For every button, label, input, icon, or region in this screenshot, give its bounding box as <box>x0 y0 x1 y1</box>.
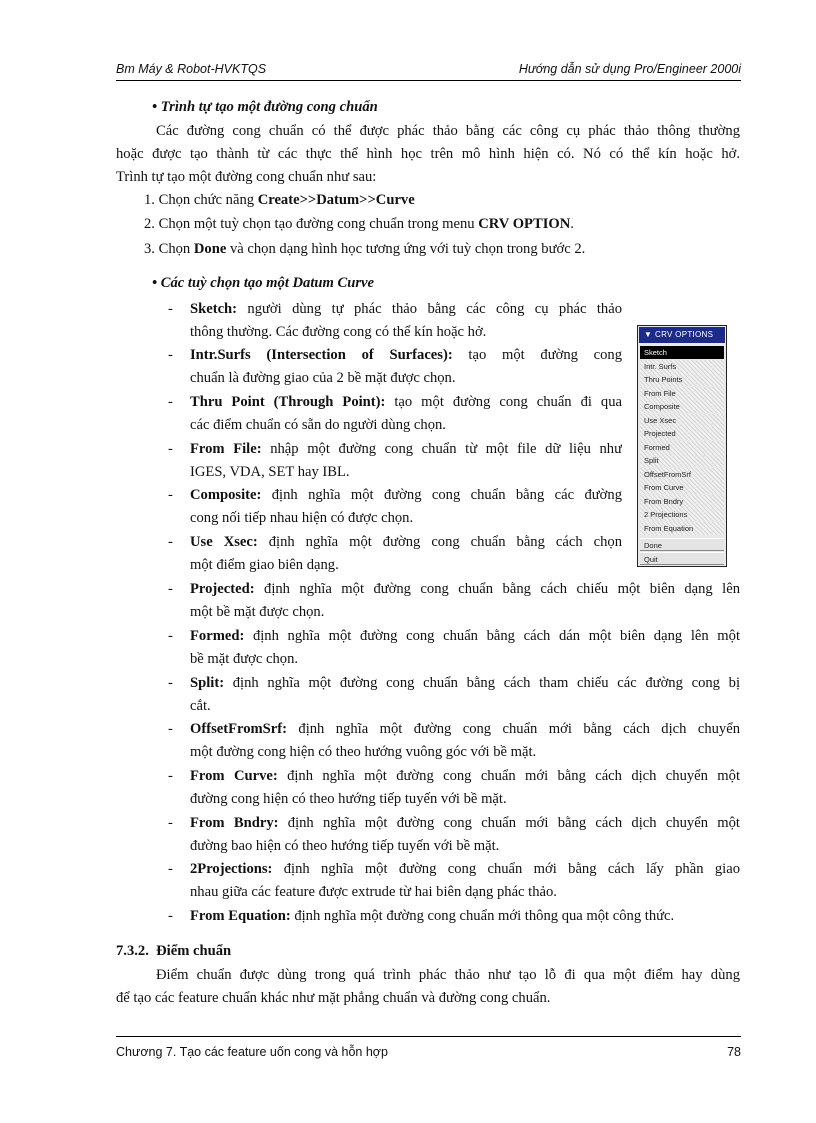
option-line1 <box>190 625 740 648</box>
option-item <box>190 765 740 811</box>
dash-marker: - <box>168 628 173 644</box>
triangle-down-icon: ▼ <box>644 330 652 339</box>
option-line1 <box>190 765 740 788</box>
step-3-text: 3. Chọn <box>144 241 194 257</box>
option-item <box>190 578 740 624</box>
option-desc: định nghĩa một đường cong chuẩn mới bằng cách dịch chuyển một <box>278 815 740 831</box>
option-item <box>190 531 622 577</box>
option-line2: thông thường. Các đường cong có thể kín hoặc hở. <box>190 324 487 340</box>
menu-item-from-equation[interactable]: From Equation <box>640 522 724 535</box>
option-line1 <box>190 531 622 554</box>
option-desc: định nghĩa một đường cong chuẩn mới bằng cách lấy phần giao <box>272 861 740 877</box>
menu-title: CRV OPTIONS <box>655 330 714 339</box>
option-line1 <box>190 344 622 367</box>
option-desc: tạo một đường cong <box>452 347 622 363</box>
option-line2: nhau giữa các feature được extrude từ hai biên dạng phác thảo. <box>190 884 557 900</box>
menu-item-thru-points[interactable]: Thru Points <box>640 373 724 386</box>
step-3 <box>144 238 585 261</box>
option-line1 <box>190 298 622 321</box>
dash-marker: - <box>168 861 173 877</box>
option-line2: một điểm giao biên dạng. <box>190 557 339 573</box>
option-item <box>190 672 740 718</box>
option-line2: bề mặt được chọn. <box>190 651 299 667</box>
section3-para-line2: để tạo các feature chuẩn khác như mặt phẳng chuẩn và đường cong chuẩn. <box>116 990 551 1006</box>
option-desc: định nghĩa một đường cong chuẩn mới bằng cách dịch chuyển một <box>277 768 740 784</box>
option-term: From Bndry: <box>190 815 279 831</box>
option-term: From File: <box>190 441 262 457</box>
dash-marker: - <box>168 581 173 597</box>
dash-marker: - <box>168 908 173 924</box>
option-item <box>190 298 622 344</box>
step-2-bold: CRV OPTION <box>478 216 571 232</box>
step-1-bold: Create>>Datum>>Curve <box>257 192 415 208</box>
option-desc: định nghĩa một đường cong chuẩn bằng cách dán một biên dạng lên một <box>244 628 740 644</box>
option-line1 <box>190 484 622 507</box>
option-line1 <box>190 905 740 928</box>
crv-options-menu <box>637 325 727 567</box>
option-line1 <box>190 718 740 741</box>
menu-item-offsetfromsrf[interactable]: OffsetFromSrf <box>640 468 724 481</box>
section2-heading <box>152 272 374 295</box>
option-term: OffsetFromSrf: <box>190 721 287 737</box>
option-term: Formed: <box>190 628 245 644</box>
dash-marker: - <box>168 675 173 691</box>
option-desc: người dùng tự phác thảo bằng các công cụ phác thảo <box>237 301 622 317</box>
header-left: Bm Máy & Robot-HVKTQS <box>116 62 267 76</box>
option-item <box>190 905 740 928</box>
dash-marker: - <box>168 487 173 503</box>
step-2-end: . <box>570 216 574 232</box>
option-item <box>190 625 740 671</box>
option-line1 <box>190 391 622 414</box>
option-item <box>190 858 740 904</box>
option-item <box>190 484 622 530</box>
footer-chapter: Chương 7. Tạo các feature uốn cong và hỗn hợp <box>116 1045 388 1059</box>
menu-item-done[interactable]: Done <box>640 538 724 551</box>
option-line2: IGES, VDA, SET hay IBL. <box>190 464 350 480</box>
option-item <box>190 344 622 390</box>
bullet-icon: • <box>152 99 158 115</box>
menu-item-composite[interactable]: Composite <box>640 400 724 413</box>
option-desc: tạo một đường cong chuẩn đi qua <box>385 394 622 410</box>
option-item <box>190 718 740 764</box>
option-line1 <box>190 672 740 695</box>
option-item <box>190 438 622 484</box>
option-line2: đường bao hiện có theo hướng tiếp tuyến với bề mặt. <box>190 838 500 854</box>
section3-title: Điểm chuẩn <box>156 943 232 959</box>
menu-item-sketch[interactable]: Sketch <box>640 346 724 359</box>
dash-marker: - <box>168 347 173 363</box>
bullet-icon: • <box>152 275 158 291</box>
option-line2: các điểm chuẩn có sẵn do người dùng chọn. <box>190 417 446 433</box>
menu-item-quit[interactable]: Quit <box>640 552 724 565</box>
dash-marker: - <box>168 301 173 317</box>
dash-marker: - <box>168 394 173 410</box>
page-header <box>116 60 741 81</box>
header-right: Hướng dẫn sử dụng Pro/Engineer 2000i <box>518 62 741 76</box>
menu-item-from-curve[interactable]: From Curve <box>640 481 724 494</box>
dash-marker: - <box>168 768 173 784</box>
menu-item-use-xsec[interactable]: Use Xsec <box>640 414 724 427</box>
step-2 <box>144 213 574 236</box>
section1-heading <box>152 96 378 119</box>
step-3-end: và chọn dạng hình học tương ứng với tuỳ chọn trong bước 2. <box>226 241 586 257</box>
option-item <box>190 391 622 437</box>
page-number: 78 <box>727 1045 741 1059</box>
option-desc: định nghĩa một đường cong chuẩn bằng cách tham chiếu các đường cong bị <box>224 675 740 691</box>
option-desc: nhập một đường cong chuẩn từ một file dữ liệu như <box>261 441 622 457</box>
option-term: Split: <box>190 675 225 691</box>
section3-number: 7.3.2. <box>116 943 149 959</box>
option-line1 <box>190 438 622 461</box>
option-line2: cắt. <box>190 698 211 714</box>
option-term: Projected: <box>190 581 255 597</box>
menu-item-intr-surfs[interactable]: Intr. Surfs <box>640 360 724 373</box>
menu-header <box>639 327 725 343</box>
menu-item-formed[interactable]: Formed <box>640 441 724 454</box>
option-line2: chuẩn là đường giao của 2 bề mặt được chọn. <box>190 370 456 386</box>
option-line2: một bề mặt được chọn. <box>190 604 325 620</box>
option-desc: định nghĩa một đường cong chuẩn bằng các đường <box>261 487 622 503</box>
option-line1 <box>190 858 740 881</box>
dash-marker: - <box>168 815 173 831</box>
section3-heading <box>116 940 231 963</box>
section1-para-line2: hoặc được tạo thành từ các thực thể hình học trên mô hình hiện có. Nó có thể kín hoặc hở. <box>116 146 740 162</box>
dash-marker: - <box>168 721 173 737</box>
option-term: Composite: <box>190 487 262 503</box>
option-term: Use Xsec: <box>190 534 258 550</box>
page-footer <box>116 1036 741 1059</box>
menu-item-from-file[interactable]: From File <box>640 387 724 400</box>
option-desc: định nghĩa một đường cong chuẩn bằng cách chọn <box>257 534 622 550</box>
option-line2: một đường cong hiện có theo hướng vuông góc với bề mặt. <box>190 744 537 760</box>
option-line2: cong nối tiếp nhau hiện có được chọn. <box>190 510 414 526</box>
option-term: Intr.Surfs (Intersection of Surfaces): <box>190 347 453 363</box>
section1-para-line1: Các đường cong chuẩn có thể được phác thảo bằng các công cụ phác thảo thông thường <box>156 123 740 139</box>
menu-item-projected[interactable]: Projected <box>640 427 724 440</box>
option-term: Thru Point (Through Point): <box>190 394 386 410</box>
option-term: From Curve: <box>190 768 278 784</box>
section1-heading-text: Trình tự tạo một đường cong chuẩn <box>160 99 378 115</box>
menu-item-2-projections[interactable]: 2 Projections <box>640 508 724 521</box>
dash-marker: - <box>168 534 173 550</box>
option-term: 2Projections: <box>190 861 273 877</box>
option-desc: định nghĩa một đường cong chuẩn bằng cách chiếu một biên dạng lên <box>254 581 740 597</box>
dash-marker: - <box>168 441 173 457</box>
menu-item-split[interactable]: Split <box>640 454 724 467</box>
step-3-bold: Done <box>193 241 227 257</box>
option-line1 <box>190 578 740 601</box>
step-1 <box>144 189 415 212</box>
step-2-text: 2. Chọn một tuỳ chọn tạo đường cong chuẩn trong menu <box>144 216 479 232</box>
option-line2: đường cong hiện có theo hướng tiếp tuyến với bề mặt. <box>190 791 507 807</box>
section2-heading-text: Các tuỳ chọn tạo một Datum Curve <box>160 275 375 291</box>
step-1-text: 1. Chọn chức năng <box>144 192 258 208</box>
option-term: From Equation: <box>190 908 291 924</box>
option-line1 <box>190 812 740 835</box>
option-term: Sketch: <box>190 301 238 317</box>
menu-item-from-bndry[interactable]: From Bndry <box>640 495 724 508</box>
option-item <box>190 812 740 858</box>
section1-para-line3: Trình tự tạo một đường cong chuẩn như sau: <box>116 169 377 185</box>
section3-para-line1: Điểm chuẩn được dùng trong quá trình phác thảo như tạo lỗ đi qua một điểm hay dùng <box>156 967 740 983</box>
option-desc: định nghĩa một đường cong chuẩn mới bằng cách dịch chuyển <box>286 721 740 737</box>
option-desc: định nghĩa một đường cong chuẩn mới thông qua một công thức. <box>290 908 675 924</box>
